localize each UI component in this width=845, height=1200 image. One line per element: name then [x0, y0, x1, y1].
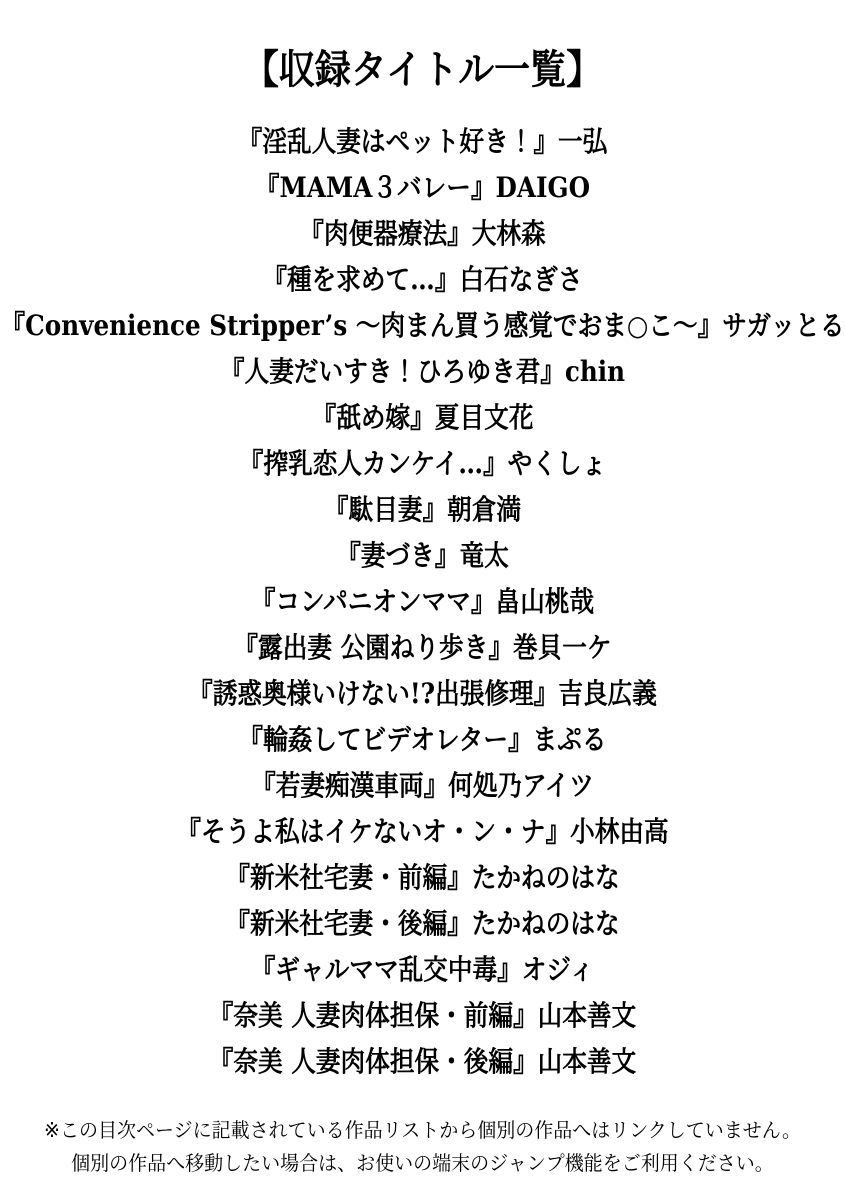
list-item: 『種を求めて…』白石なぎさ	[262, 263, 583, 296]
page-title: 【収録タイトル一覧】	[242, 46, 603, 93]
list-item: 『舐め嫁』夏目文花	[311, 401, 534, 434]
title-list	[0, 117, 845, 1083]
list-item: 『MAMA３バレー』DAIGO	[254, 171, 591, 204]
list-item: 『そうよ私はイケないオ・ン・ナ』小林由高	[176, 815, 669, 848]
footer-note	[0, 1114, 845, 1180]
list-item: 『肉便器療法』大林森	[299, 217, 546, 250]
footer-note-line-2: 個別の作品へ移動したい場合は、お使いの端末のジャンプ機能をご利用ください。	[71, 1151, 774, 1175]
list-item: 『駄目妻』朝倉満	[323, 493, 522, 526]
list-item: 『輪姦してビデオレター』まぷる	[238, 723, 607, 756]
list-item: 『新米社宅妻・後編』たかねのはな	[225, 907, 620, 940]
list-item: 『Convenience Stripper’s ～肉まん買う感覚でおま○こ～』サガッとる	[0, 309, 845, 342]
list-item: 『妻づき』竜太	[336, 539, 509, 572]
list-item: 『奈美 人妻肉体担保・後編』山本善文	[208, 1045, 637, 1078]
list-item: 『奈美 人妻肉体担保・前編』山本善文	[208, 999, 637, 1032]
list-item: 『淫乱人妻はペット好き！』一弘	[237, 125, 608, 158]
list-item: 『人妻だいすき！ひろゆき君』chin	[219, 355, 626, 388]
footer-note-line-1: ※この目次ページに記載されている作品リストから個別の作品へはリンクしていません。	[44, 1118, 801, 1142]
list-item: 『若妻痴漢車両』何処乃アイツ	[251, 769, 594, 802]
list-item: 『ギャルママ乱交中毒』オジィ	[250, 953, 595, 986]
list-item: 『露出妻 公園ねり歩き』巻貝一ケ	[233, 631, 612, 664]
list-item: 『新米社宅妻・前編』たかねのはな	[225, 861, 620, 894]
list-item: 『コンパニオンママ』畠山桃哉	[250, 585, 595, 618]
list-item: 『誘惑奥様いけない!?出張修理』吉良広義	[188, 677, 657, 710]
list-item: 『搾乳恋人カンケイ…』やくしょ	[238, 447, 607, 480]
